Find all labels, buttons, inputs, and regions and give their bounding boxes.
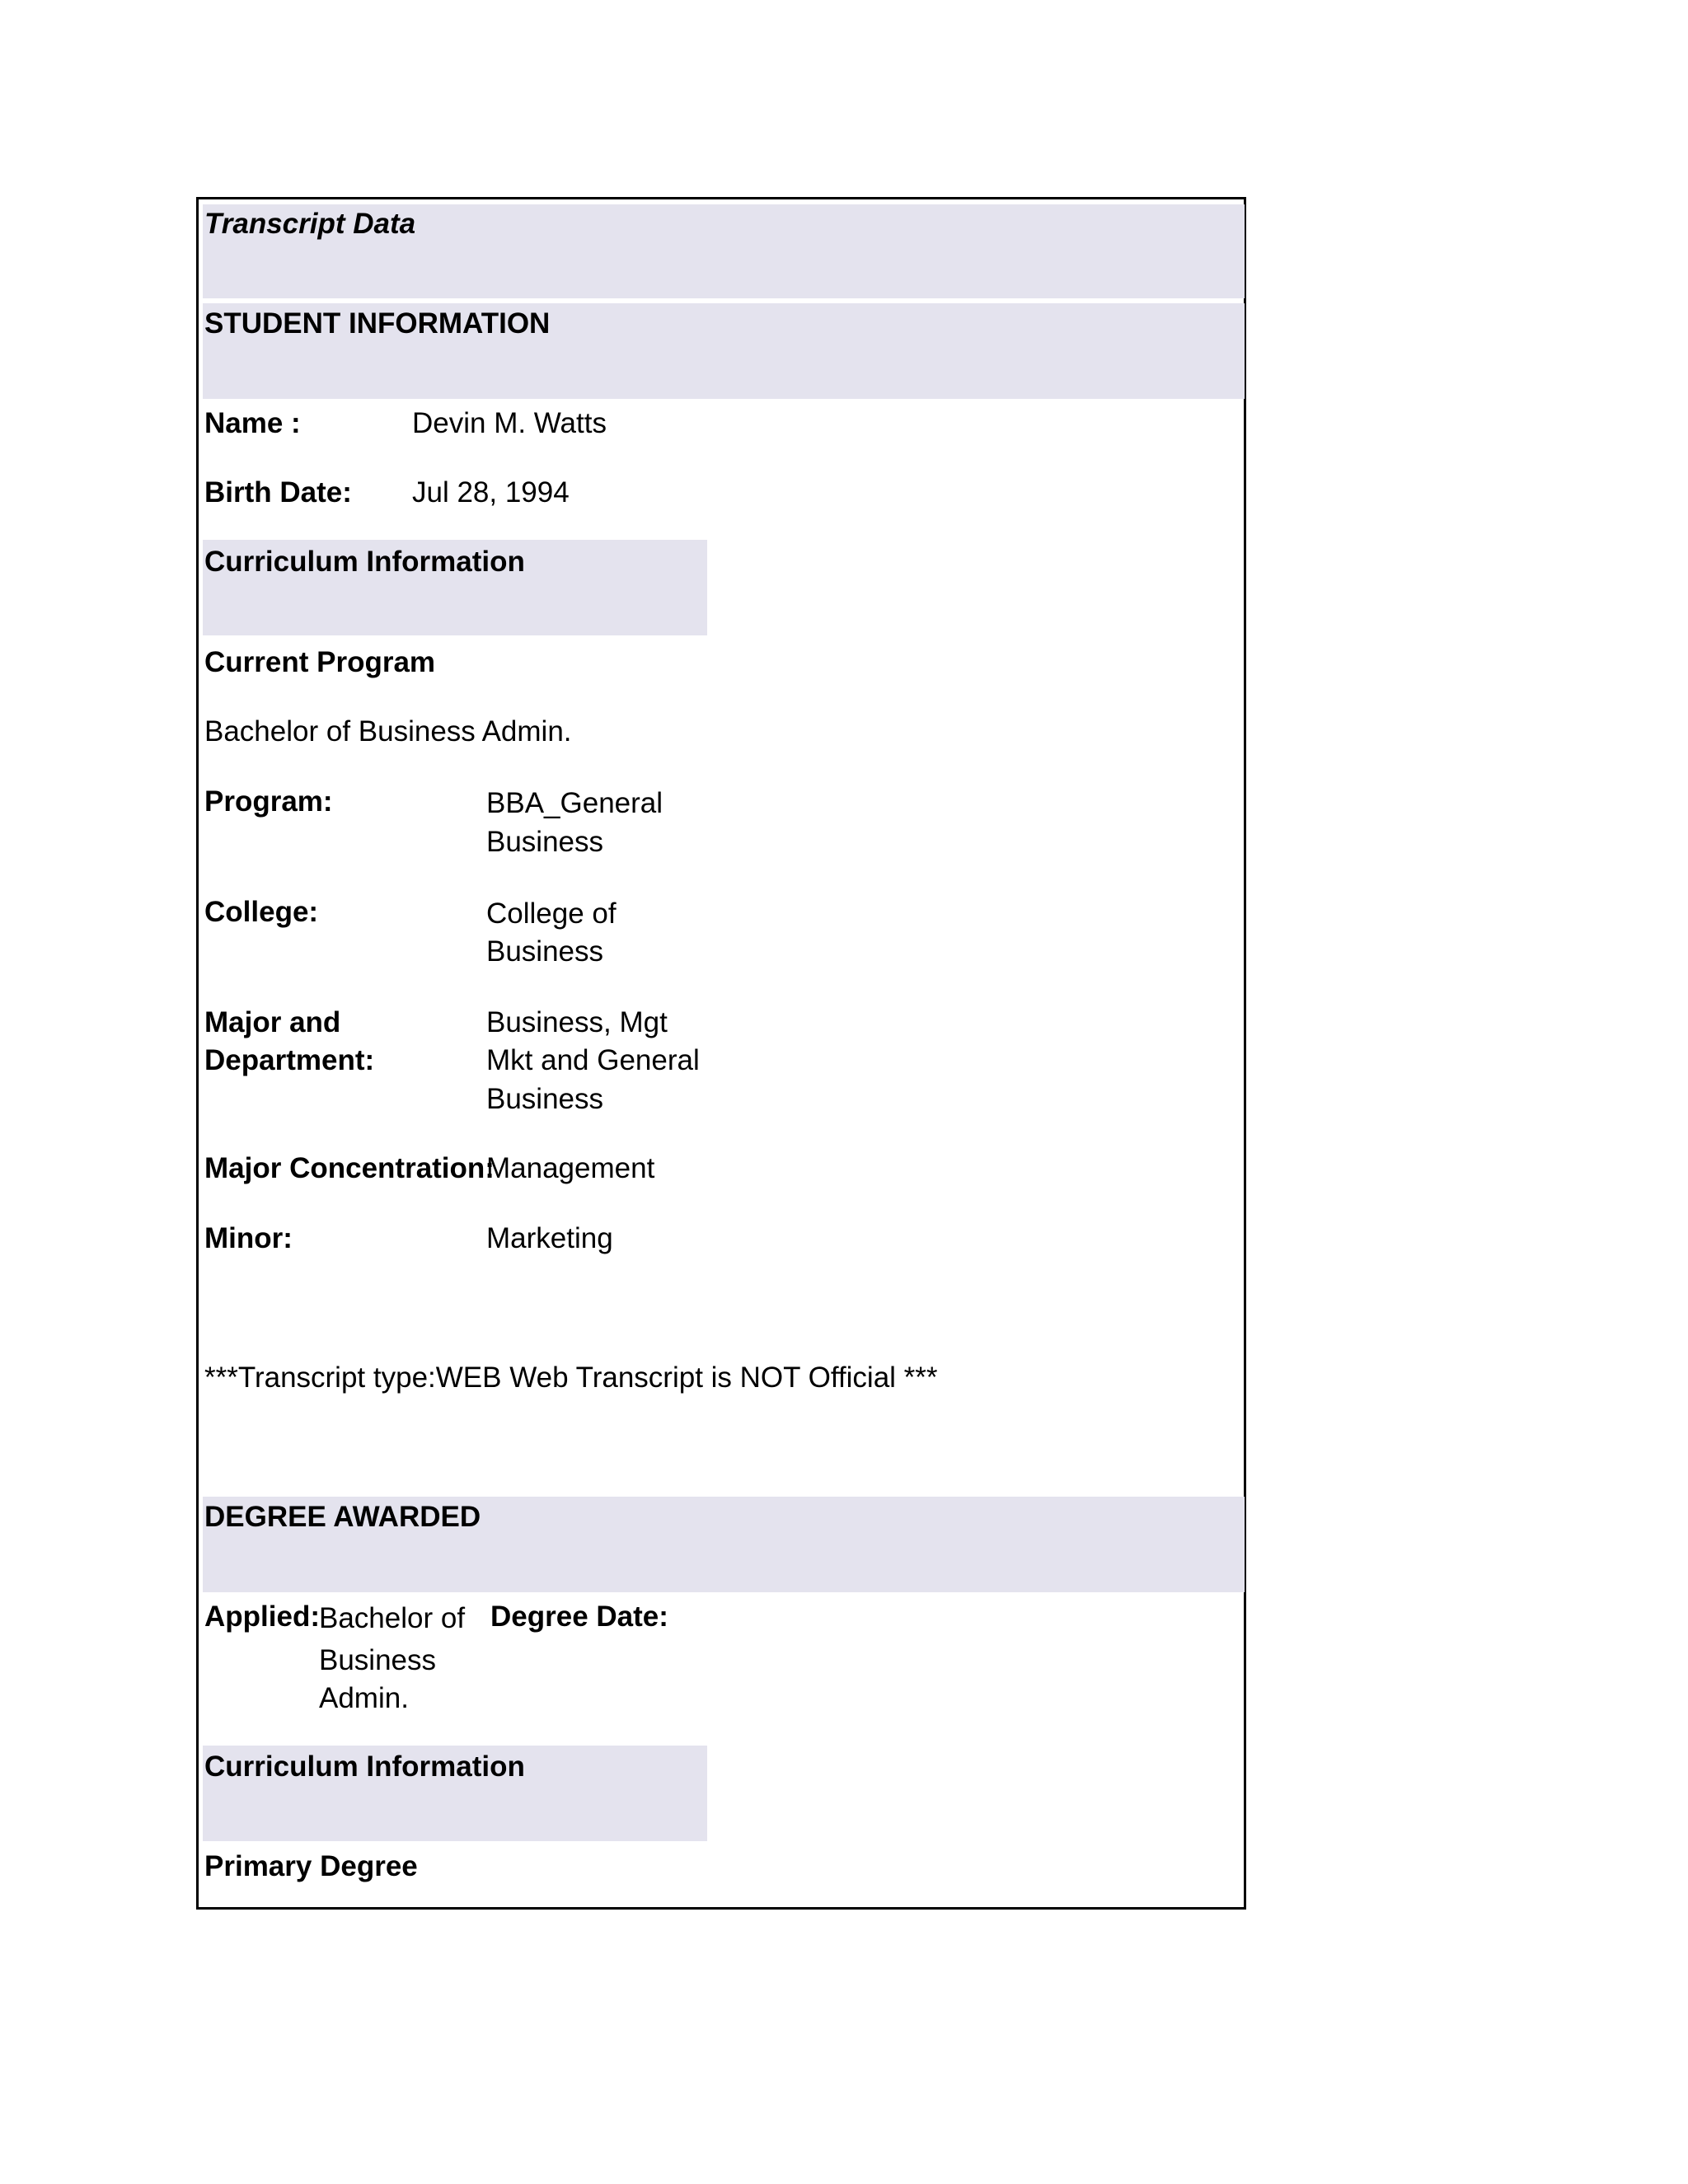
major-label-line1: Major and (204, 1006, 341, 1038)
degree-date-label: Degree Date: (490, 1601, 668, 1633)
degree-awarded-heading: DEGREE AWARDED (204, 1501, 481, 1533)
curriculum-information-heading: Curriculum Information (204, 546, 525, 578)
birth-date-label: Birth Date: (204, 476, 352, 509)
transcript-document (196, 197, 1246, 1910)
major-label-line2: Department: (204, 1044, 375, 1076)
name-label: Name : (204, 407, 301, 439)
name-value: Devin M. Watts (412, 407, 607, 439)
major-value-line2: Mkt and General (486, 1044, 700, 1076)
applied-label: Applied: (204, 1601, 320, 1633)
program-name: Bachelor of Business Admin. (204, 715, 572, 748)
program-value-line1: BBA_General (486, 787, 663, 819)
college-value-line2: Business (486, 935, 604, 968)
program-value-line2: Business (486, 826, 604, 858)
curriculum-information-heading-2: Curriculum Information (204, 1750, 525, 1783)
transcript-type-note: ***Transcript type:WEB Web Transcript is NOT Official *** (204, 1361, 938, 1394)
minor-value: Marketing (486, 1222, 613, 1254)
concentration-value: Management (486, 1152, 655, 1184)
student-information-heading: STUDENT INFORMATION (204, 307, 551, 340)
major-value-line3: Business (486, 1083, 604, 1115)
birth-date-value: Jul 28, 1994 (412, 476, 570, 509)
primary-degree-label: Primary Degree (204, 1850, 418, 1882)
college-label: College: (204, 896, 319, 928)
program-label: Program: (204, 785, 333, 818)
applied-value-line3: Admin. (319, 1682, 409, 1714)
document-title: Transcript Data (204, 208, 416, 240)
concentration-label: Major Concentration: (204, 1152, 495, 1184)
major-value-line1: Business, Mgt (486, 1006, 668, 1038)
minor-label: Minor: (204, 1222, 293, 1254)
applied-value-line1: Bachelor of (319, 1602, 466, 1634)
current-program-label: Current Program (204, 646, 436, 678)
applied-value-line2: Business (319, 1644, 437, 1676)
college-value-line1: College of (486, 898, 617, 930)
